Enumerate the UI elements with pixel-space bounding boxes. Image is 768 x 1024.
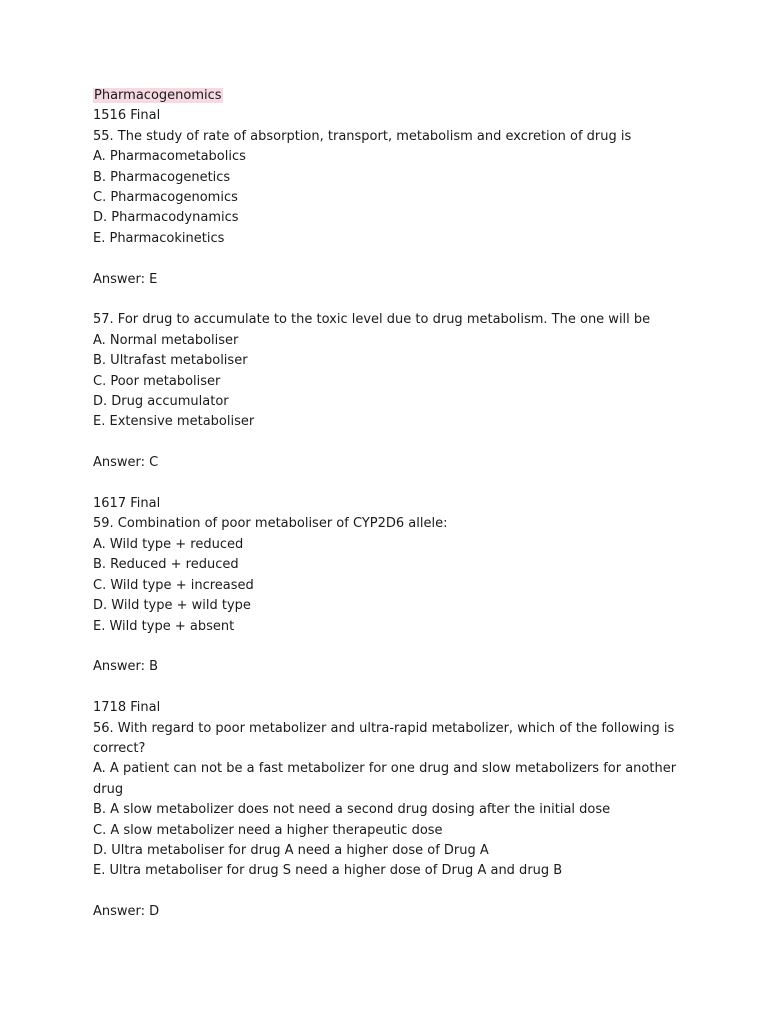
option-item: D. Pharmacodynamics xyxy=(93,210,239,226)
option-item: C. Pharmacogenomics xyxy=(93,190,238,206)
option-item: E. Ultra metaboliser for drug S need a higher dose of Drug A and drug B xyxy=(93,863,563,879)
option-item: A. Pharmacometabolics xyxy=(93,149,246,165)
document-title-line xyxy=(93,86,683,106)
answer-line: Answer: B xyxy=(93,659,159,675)
answer-line: Answer: C xyxy=(93,455,159,471)
document-body xyxy=(93,86,683,923)
section-heading: 1718 Final xyxy=(93,700,161,716)
option-item: A. Normal metaboliser xyxy=(93,332,239,348)
option-item: B. Ultrafast metaboliser xyxy=(93,353,248,369)
section-heading: 1516 Final xyxy=(93,108,161,124)
blank-line xyxy=(93,637,683,657)
option-item: B. Pharmacogenetics xyxy=(93,169,231,185)
option-item: A. Wild type + reduced xyxy=(93,536,244,552)
option-item: E. Wild type + absent xyxy=(93,618,235,634)
answer-line: Answer: D xyxy=(93,904,160,920)
blank-line xyxy=(93,678,683,698)
option-item: D. Drug accumulator xyxy=(93,394,229,410)
blank-line xyxy=(93,474,683,494)
option-item: C. Wild type + increased xyxy=(93,577,254,593)
option-item: A. A patient can not be a fast metabolizer for one drug and slow metabolizers for another drug xyxy=(93,761,681,797)
option-item: D. Ultra metaboliser for drug A need a higher dose of Drug A xyxy=(93,842,489,858)
blank-line xyxy=(93,882,683,902)
option-item: B. Reduced + reduced xyxy=(93,557,239,573)
blank-line xyxy=(93,433,683,453)
option-item: D. Wild type + wild type xyxy=(93,598,251,614)
option-item: B. A slow metabolizer does not need a second drug dosing after the initial dose xyxy=(93,802,611,818)
answer-line: Answer: E xyxy=(93,271,158,287)
question-text: 59. Combination of poor metaboliser of CYP2D6 allele: xyxy=(93,516,448,532)
question-text: 55. The study of rate of absorption, transport, metabolism and excretion of drug is xyxy=(93,128,632,144)
section-heading: 1617 Final xyxy=(93,496,161,512)
question-text: 56. With regard to poor metabolizer and ultra-rapid metabolizer, which of the following is correct? xyxy=(93,720,679,756)
option-item: E. Pharmacokinetics xyxy=(93,230,225,246)
blank-line xyxy=(93,290,683,310)
question-text: 57. For drug to accumulate to the toxic level due to drug metabolism. The one will be xyxy=(93,312,651,328)
blank-line xyxy=(93,249,683,269)
document-title: Pharmacogenomics xyxy=(94,88,222,103)
option-item: C. A slow metabolizer need a higher therapeutic dose xyxy=(93,822,443,838)
option-item: C. Poor metaboliser xyxy=(93,373,221,389)
option-item: E. Extensive metaboliser xyxy=(93,414,255,430)
